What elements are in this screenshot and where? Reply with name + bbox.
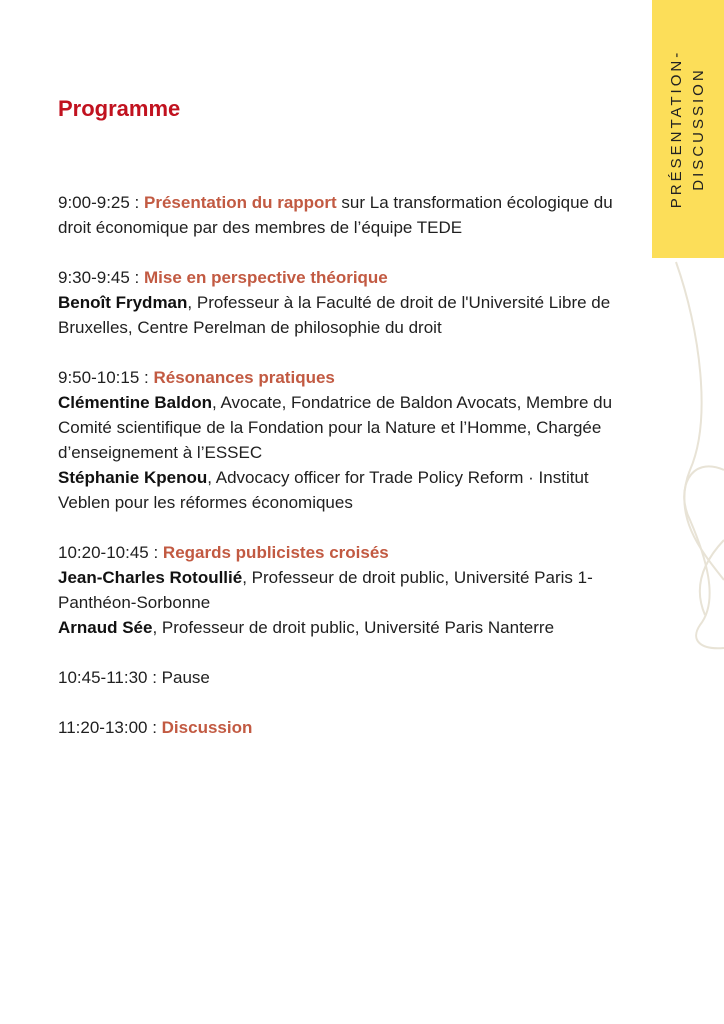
speaker-name: Arnaud Sée: [58, 618, 153, 637]
session-line: [58, 540, 618, 565]
session-2: [58, 265, 618, 340]
session-line: [58, 265, 618, 290]
session-1: [58, 190, 618, 240]
session-title: Résonances pratiques: [153, 368, 335, 387]
speaker-name: Jean-Charles Rotoullié: [58, 568, 243, 587]
session-title: Présentation du rapport: [144, 193, 337, 212]
speaker: [58, 290, 618, 340]
session-time: 9:00-9:25 :: [58, 193, 145, 212]
speaker: [58, 465, 618, 515]
side-tab: [652, 0, 724, 258]
speaker: [58, 615, 618, 640]
swirl-line-1: [676, 262, 724, 580]
session-time: 10:20-10:45 :: [58, 543, 163, 562]
speaker-affiliation: , Professeur à la Faculté de droit de l'Université Libre de Bruxelles, Centre Perelman de philosophie du droit: [58, 293, 611, 337]
session-4: [58, 540, 618, 640]
side-tab-label: PRÉSENTATION- DISCUSSION: [668, 49, 707, 209]
programme-list: [58, 190, 618, 765]
page-title: Programme: [58, 96, 181, 121]
session-description: sur La transformation écologique du droit économique par des membres de l’équipe TEDE: [58, 193, 613, 237]
speaker-affiliation: , Professeur de droit public, Université Paris Nanterre: [152, 618, 555, 637]
speaker: [58, 565, 618, 615]
session-6: [58, 715, 618, 740]
swirl-line-2: [684, 466, 724, 648]
speaker: [58, 390, 618, 465]
session-title: Regards publicistes croisés: [162, 543, 389, 562]
session-time: 11:20-13:00 :: [58, 718, 162, 737]
session-3: [58, 365, 618, 515]
session-line: [58, 665, 618, 690]
session-time: 10:45-11:30 : Pause: [58, 668, 210, 687]
session-time: 9:50-10:15 :: [58, 368, 154, 387]
session-5: [58, 665, 618, 690]
session-time: 9:30-9:45 :: [58, 268, 145, 287]
session-title: Mise en perspective théorique: [144, 268, 388, 287]
speaker-name: Benoît Frydman: [58, 293, 188, 312]
session-line: [58, 365, 618, 390]
session-line: [58, 715, 618, 740]
speaker-affiliation: , Avocate, Fondatrice de Baldon Avocats, Membre du Comité scientifique de la Fondation pour la Nature et l’Homme, Chargée d’enseignement à l’ESSEC: [58, 393, 613, 462]
speaker-affiliation: , Professeur de droit public, Université Paris 1-Panthéon-Sorbonne: [58, 568, 593, 612]
speaker-name: Clémentine Baldon: [58, 393, 212, 412]
speaker-name: Stéphanie Kpenou: [58, 468, 208, 487]
speaker-affiliation: , Advocacy officer for Trade Policy Reform · Institut Veblen pour les réformes économiques: [58, 468, 589, 512]
swirl-line-3: [700, 540, 724, 615]
session-line: [58, 190, 618, 240]
session-title: Discussion: [161, 718, 253, 737]
